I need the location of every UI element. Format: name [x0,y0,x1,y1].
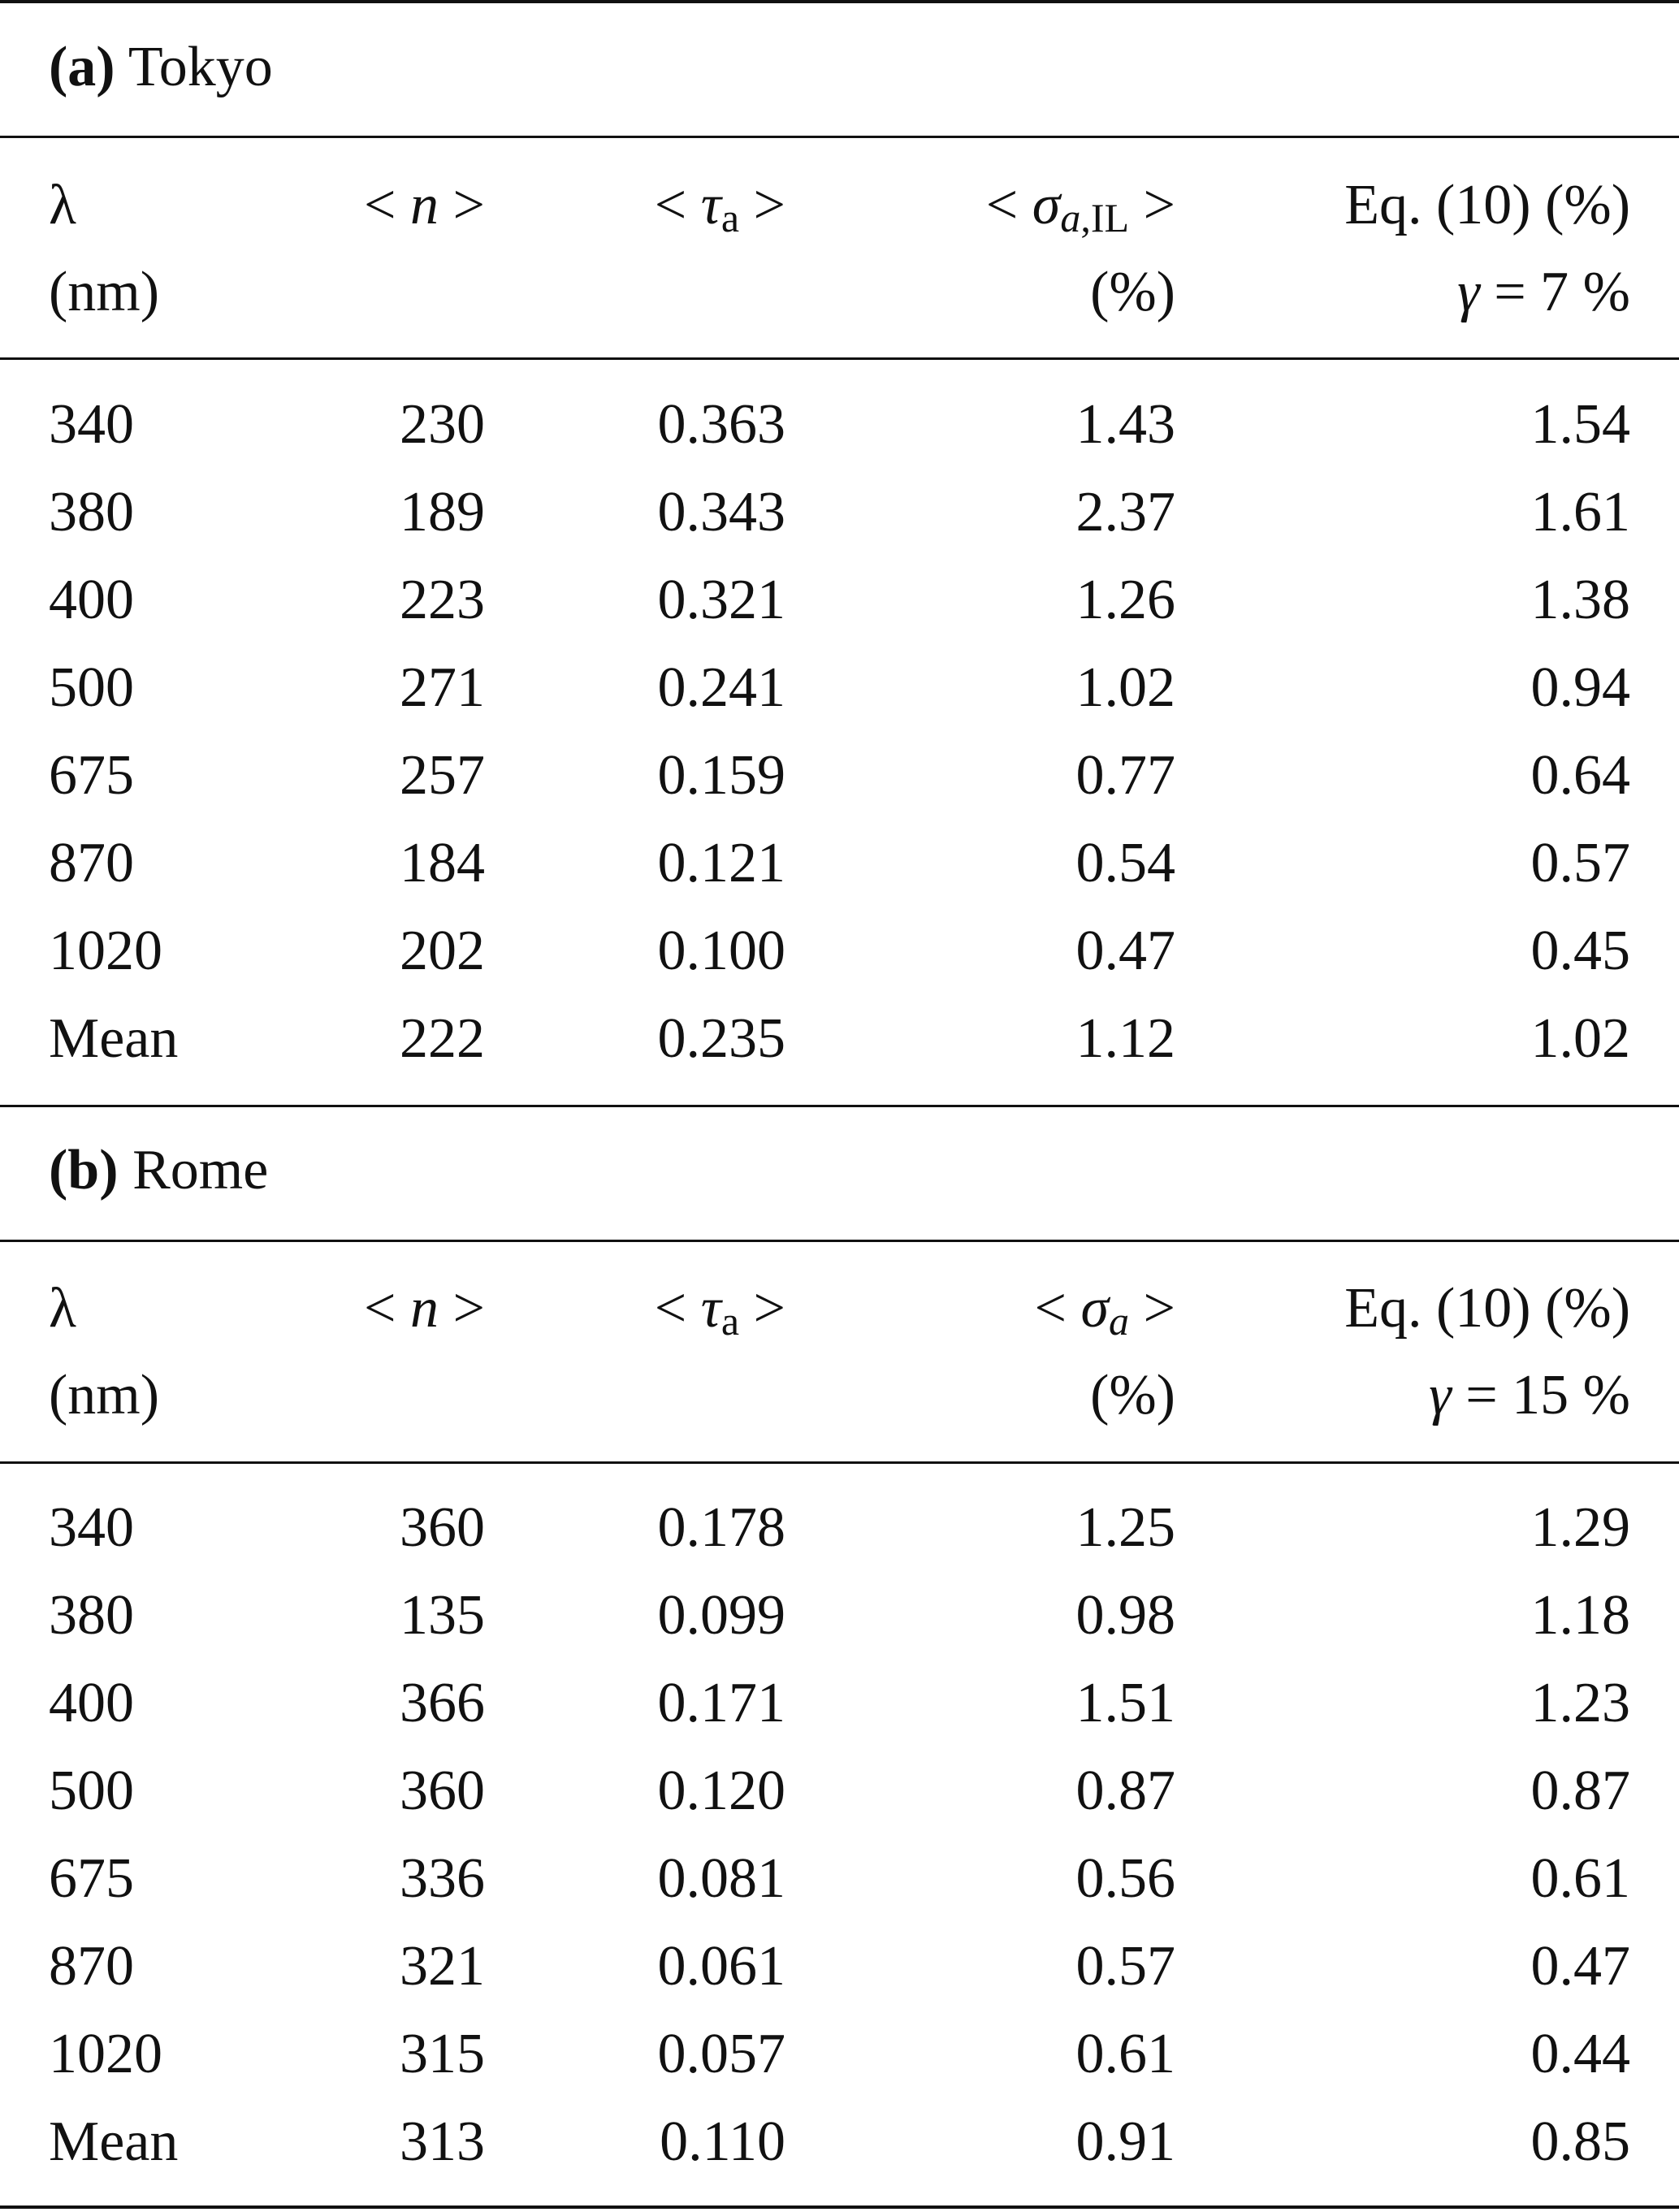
cell-n: 222 [400,1007,485,1070]
cell-n: 223 [400,569,485,631]
top-rule [0,0,1679,3]
cell-eq: 0.47 [1530,1935,1630,1998]
cell-n: 336 [400,1847,485,1910]
cell-wavelength: 380 [49,1584,134,1647]
panel-city: Tokyo [128,36,273,98]
body-rule [0,357,1679,360]
cell-n: 202 [400,920,485,982]
cell-tau: 0.241 [657,656,785,719]
cell-tau: 0.363 [657,393,785,456]
cell-wavelength: Mean [49,2110,179,2173]
cell-tau: 0.171 [657,1672,785,1734]
cell-n: 230 [400,393,485,456]
cell-sigma: 0.56 [1075,1847,1175,1910]
cell-sigma: 1.25 [1075,1496,1175,1559]
cell-eq: 0.45 [1530,920,1630,982]
cell-wavelength: 675 [49,744,134,807]
cell-eq: 0.57 [1530,832,1630,894]
cell-wavelength: 400 [49,569,134,631]
header-lambda: λ [49,1277,76,1340]
cell-n: 360 [400,1760,485,1822]
bottom-rule [0,2206,1679,2209]
cell-tau: 0.061 [657,1935,785,1998]
cell-sigma: 0.61 [1075,2023,1175,2085]
cell-wavelength: 400 [49,1672,134,1734]
cell-tau: 0.178 [657,1496,785,1559]
cell-eq: 1.54 [1530,393,1630,456]
cell-wavelength: 380 [49,481,134,543]
header-rule [0,1240,1679,1242]
cell-wavelength: Mean [49,1007,179,1070]
cell-n: 321 [400,1935,485,1998]
cell-sigma: 2.37 [1075,481,1175,543]
cell-eq: 1.02 [1530,1007,1630,1070]
cell-wavelength: 500 [49,1760,134,1822]
cell-tau: 0.081 [657,1847,785,1910]
cell-sigma: 0.77 [1075,744,1175,807]
cell-eq: 0.85 [1530,2110,1630,2173]
cell-wavelength: 1020 [49,2023,162,2085]
cell-sigma: 0.91 [1075,2110,1175,2173]
cell-sigma: 1.51 [1075,1672,1175,1734]
panel-title [49,36,273,98]
header-lambda-unit: (nm) [49,261,160,323]
cell-n: 360 [400,1496,485,1559]
body-rule [0,1461,1679,1464]
cell-wavelength: 500 [49,656,134,719]
panel-label: (a) [49,36,115,98]
cell-sigma: 0.98 [1075,1584,1175,1647]
cell-wavelength: 675 [49,1847,134,1910]
panel-title [49,1139,269,1201]
cell-tau: 0.110 [660,2110,785,2173]
cell-n: 315 [400,2023,485,2085]
cell-eq: 1.61 [1530,481,1630,543]
cell-wavelength: 1020 [49,920,162,982]
header-tau: < $\tau_a$ > [654,1277,785,1344]
cell-n: 366 [400,1672,485,1734]
header-lambda-unit: (nm) [49,1364,160,1426]
cell-sigma: 0.47 [1075,920,1175,982]
cell-sigma: 1.02 [1075,656,1175,719]
header-tau: < $\tau_a$ > [654,174,785,240]
cell-eq: 1.23 [1530,1672,1630,1734]
header-n: < n > [364,1277,485,1340]
cell-wavelength: 340 [49,1496,134,1559]
cell-n: 189 [400,481,485,543]
header-gamma: γ = 7 % [1457,261,1630,323]
cell-sigma: 0.57 [1075,1935,1175,1998]
cell-sigma: 1.12 [1075,1007,1175,1070]
cell-eq: 0.61 [1530,1847,1630,1910]
cell-n: 184 [400,832,485,894]
cell-wavelength: 340 [49,393,134,456]
cell-sigma: 1.43 [1075,393,1175,456]
header-rule [0,136,1679,138]
cell-tau: 0.343 [657,481,785,543]
cell-n: 271 [400,656,485,719]
header-eq: Eq. (10) (%) [1344,1277,1630,1340]
panel-label: (b) [49,1139,119,1201]
header-sigma: < σa > [1034,1277,1175,1344]
cell-n: 257 [400,744,485,807]
header-sigma-unit: (%) [1090,1364,1175,1426]
cell-eq: 0.44 [1530,2023,1630,2085]
cell-sigma: 0.54 [1075,832,1175,894]
header-gamma: γ = 15 % [1429,1364,1630,1426]
cell-tau: 0.121 [657,832,785,894]
cell-tau: 0.120 [657,1760,785,1822]
cell-eq: 0.94 [1530,656,1630,719]
section-rule [0,1105,1679,1107]
cell-n: 313 [400,2110,485,2173]
cell-tau: 0.235 [657,1007,785,1070]
panel-city: Rome [132,1139,269,1201]
header-n: < n > [364,174,485,236]
cell-sigma: 1.26 [1075,569,1175,631]
header-sigma: < $\sigma a_{,IL}$ > [985,174,1175,240]
cell-eq: 1.29 [1530,1496,1630,1559]
cell-eq: 1.18 [1530,1584,1630,1647]
cell-sigma: 0.87 [1075,1760,1175,1822]
cell-wavelength: 870 [49,832,134,894]
header-sigma-unit: (%) [1090,261,1175,323]
cell-tau: 0.321 [657,569,785,631]
cell-tau: 0.057 [657,2023,785,2085]
cell-wavelength: 870 [49,1935,134,1998]
cell-eq: 1.38 [1530,569,1630,631]
header-lambda: λ [49,174,76,236]
cell-tau: 0.159 [657,744,785,807]
header-eq: Eq. (10) (%) [1344,174,1630,236]
cell-tau: 0.100 [657,920,785,982]
cell-eq: 0.64 [1530,744,1630,807]
cell-tau: 0.099 [657,1584,785,1647]
cell-n: 135 [400,1584,485,1647]
cell-eq: 0.87 [1530,1760,1630,1822]
